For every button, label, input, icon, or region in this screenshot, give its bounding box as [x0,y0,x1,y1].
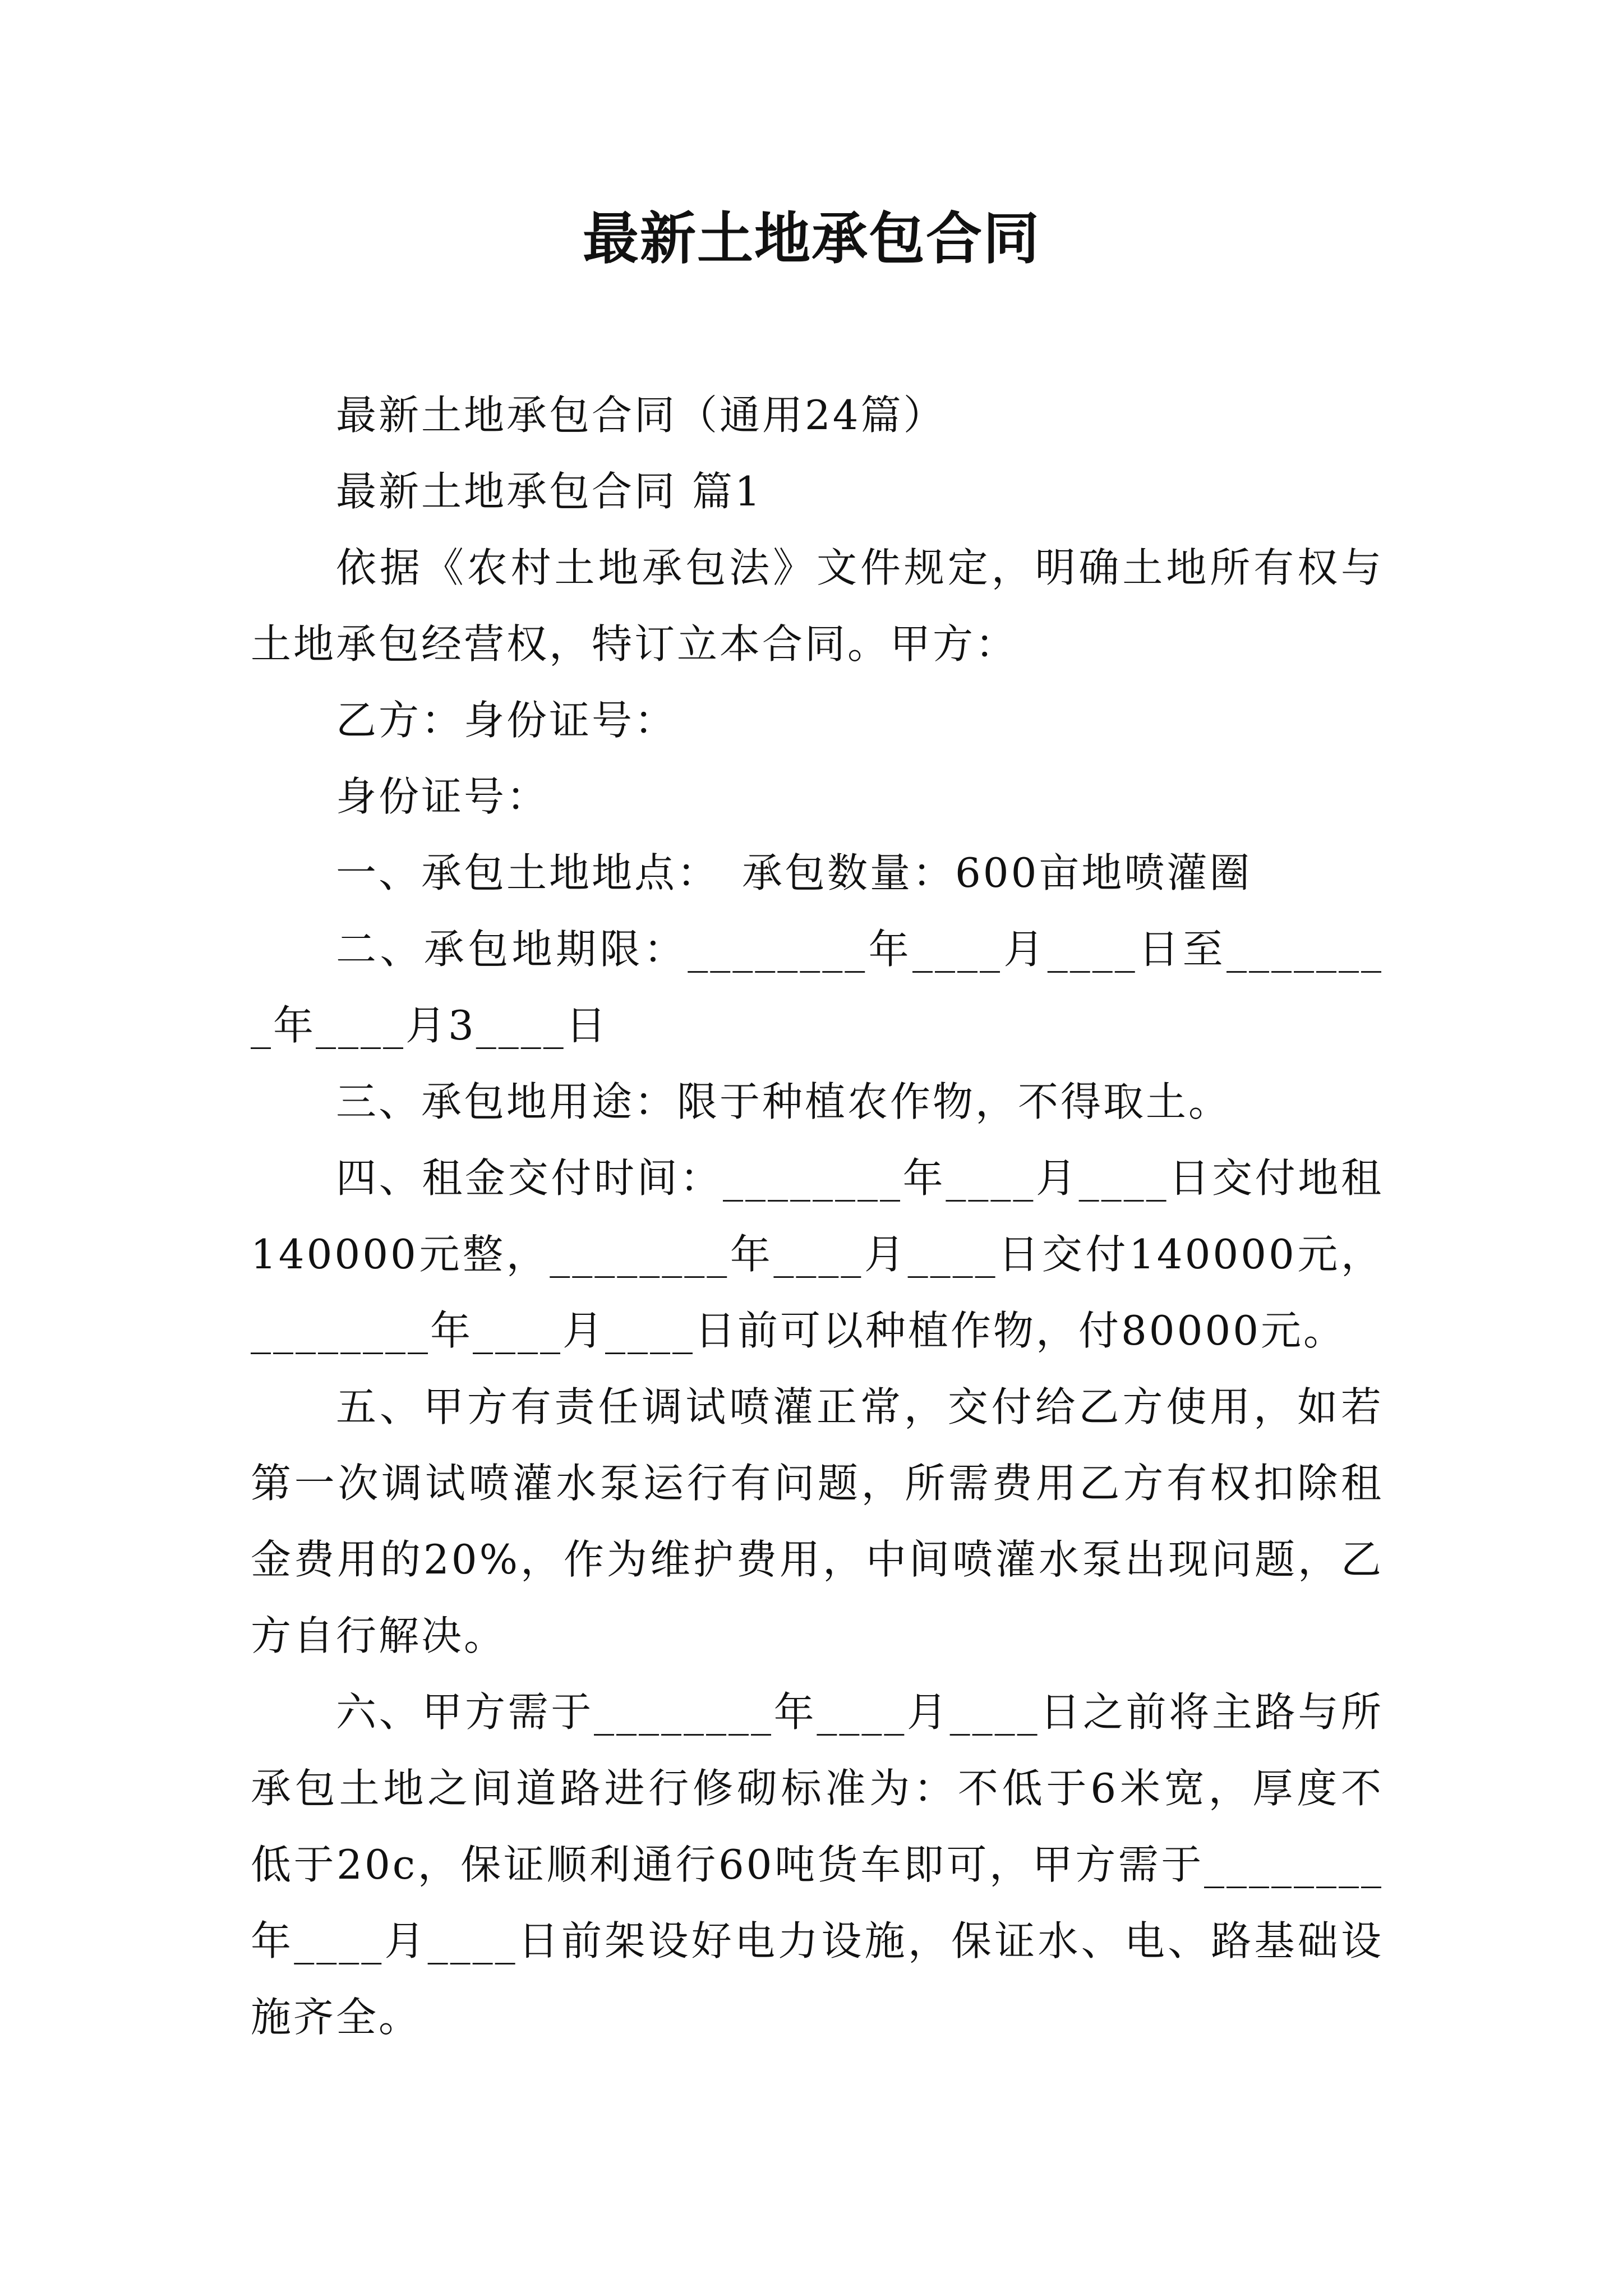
clause-4-rent: 四、租金交付时间：________年____月____日交付地租140000元整，________年____月____日交付140000元，________年____月____日前可以种植作物，付80000元。 [251,1154,1384,1354]
clause-1-location: 一、承包土地地点： 承包数量：600亩地喷灌圈 [336,849,1252,896]
paragraph-subtitle: 最新土地承包合同（通用24篇） [336,392,946,439]
paragraph-preamble: 依据《农村土地承包法》文件规定，明确土地所有权与土地承包经营权，特订立本合同。甲方： [251,544,1384,668]
paragraph-id-number: 身份证号： [336,773,550,820]
clause-3-usage: 三、承包地用途：限于种植农作物，不得取土。 [336,1078,1232,1125]
clause-6-infrastructure: 六、甲方需于________年____月____日之前将主路与所承包土地之间道路进行修砌标准为：不低于6米宽，厚度不低于20c，保证顺利通行60吨货车即可，甲方需于________年____月____日前架设好电力设施，保证水、电、路基础设施齐全。 [251,1688,1384,2041]
clause-2-term: 二、承包地期限：________年____月____日至________年____月3____日 [251,926,1384,1049]
clause-5-irrigation: 五、甲方有责任调试喷灌正常，交付给乙方使用，如若第一次调试喷灌水泵运行有问题，所需费用乙方有权扣除租金费用的20%，作为维护费用，中间喷灌水泵出现问题，乙方自行解决。 [251,1383,1384,1659]
paragraph-party-b: 乙方：身份证号： [336,697,677,744]
document-body [251,377,1384,2055]
document-title: 最新土地承包合同 [583,205,1040,272]
paragraph-section-heading: 最新土地承包合同 篇1 [336,468,763,515]
